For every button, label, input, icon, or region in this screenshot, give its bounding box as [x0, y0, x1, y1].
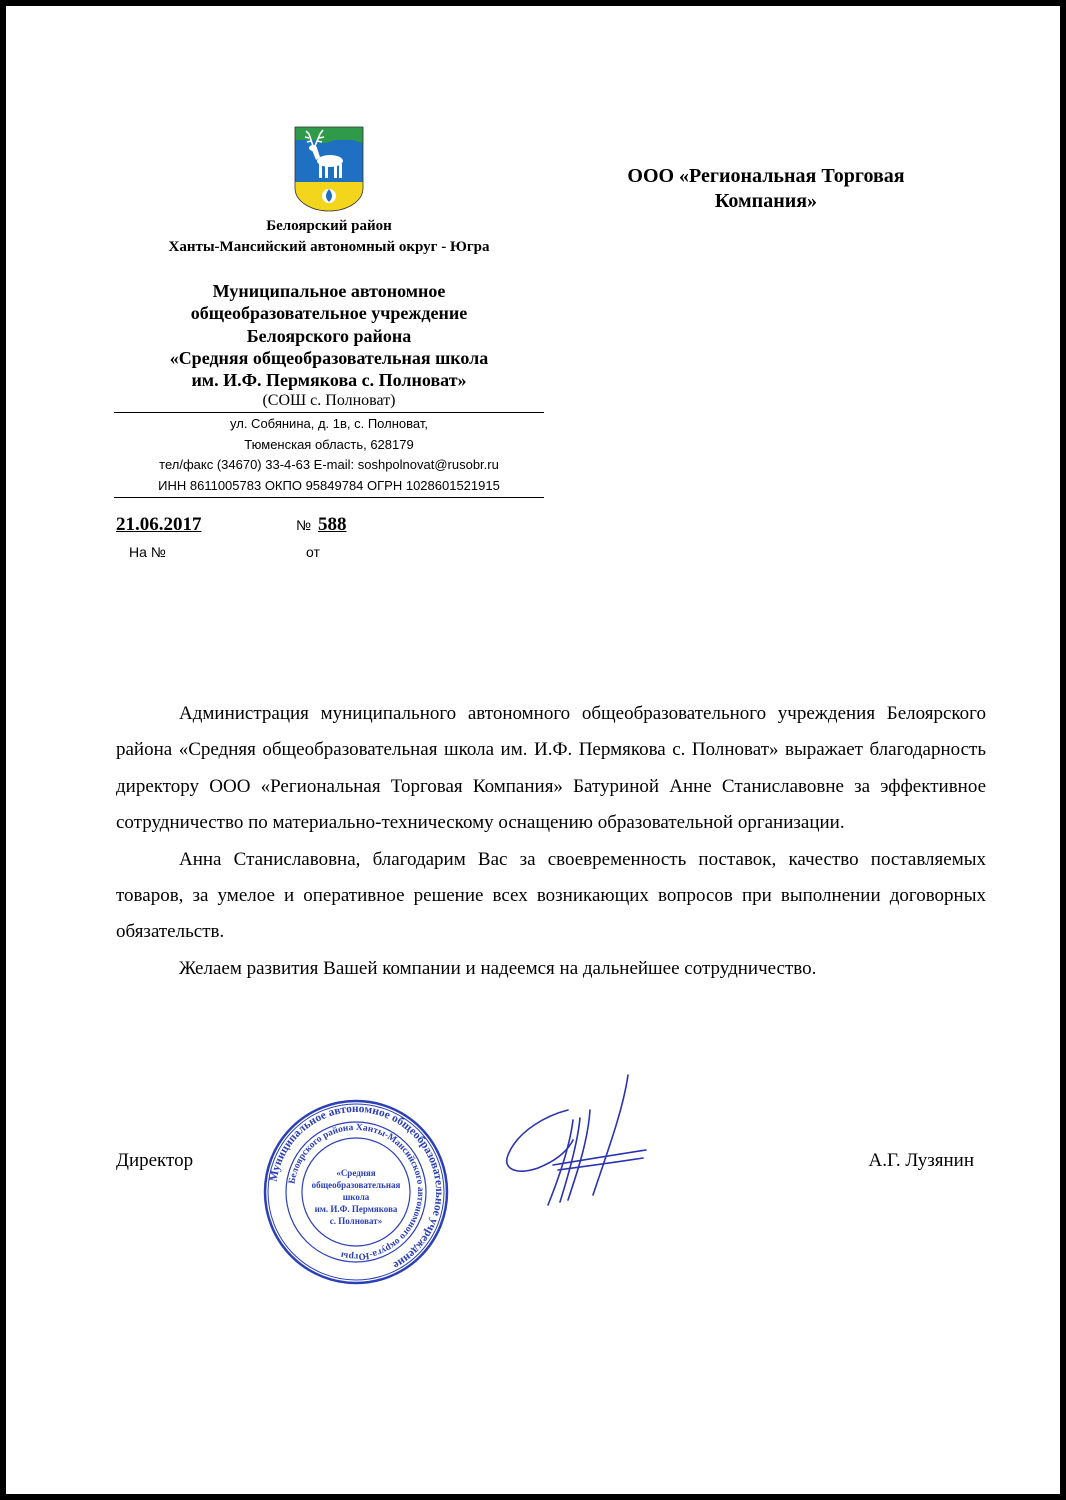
signatory-title: Директор	[116, 1150, 194, 1171]
addressee	[606, 164, 926, 214]
addressee-line: Компания»	[714, 190, 818, 212]
org-line: «Средняя общеобразовательная школа	[169, 347, 489, 368]
stamp-center-line: с. Полноват»	[329, 1216, 383, 1226]
body-paragraph: Администрация муниципального автономного общеобразовательного учреждения Белоярского района «Средняя общеобразовательная школа им. И.Ф. Пермякова с. Полноват» выражает благодарность директору ООО «Региональная Торговая Компания» Батуриной Анне Станиславовне за эффективное сотрудничество по материально-техническому оснащению образовательной организации.	[116, 703, 986, 834]
organization-abbreviation: (СОШ с. Полноват)	[262, 392, 396, 410]
coat-of-arms-emblem	[294, 126, 364, 212]
stamp-center-line: школа	[342, 1192, 370, 1202]
okrug-name: Ханты-Мансийский автономный округ - Югра	[168, 239, 490, 255]
letter-body	[116, 696, 986, 987]
stamp-center-line: «Средняя	[336, 1168, 376, 1178]
stamp-outer-text: Муниципальное автономное общеобразовательное учреждение	[267, 1102, 446, 1272]
stamp-center-line: общеобразовательная	[311, 1180, 401, 1190]
handwritten-signature	[498, 1070, 648, 1210]
stamp-center-line: им. И.Ф. Пермякова	[314, 1204, 398, 1214]
letterhead-block	[114, 216, 544, 498]
org-line: общеобразовательное учреждение	[190, 303, 468, 324]
from-label: от	[306, 544, 320, 560]
body-paragraph: Анна Станиславовна, благодарим Вас за своевременность поставок, качество поставляемых товаров, за умелое и оперативное решение всех возникающих вопросов при выполнении договорных обязательств.	[116, 848, 986, 943]
phone-email-line: тел/факс (34670) 33-4-63 E-mail: soshpolnovat@rusobr.ru	[159, 457, 499, 473]
signatory-name: А.Г. Лузянин	[868, 1150, 974, 1171]
address-line: Тюменская область, 628179	[244, 436, 414, 452]
reference-label: На №	[129, 544, 166, 560]
org-line: им. И.Ф. Пермякова с. Полноват»	[191, 370, 467, 391]
addressee-line: ООО «Региональная Торговая	[627, 165, 905, 187]
letter-date: 21.06.2017	[116, 514, 202, 535]
org-line: Муниципальное автономное	[212, 281, 446, 301]
divider-line	[114, 412, 544, 413]
body-paragraph: Желаем развития Вашей компании и надеемся на дальнейшее сотрудничество.	[179, 957, 817, 979]
letter-number: 588	[318, 514, 347, 535]
official-stamp	[262, 1098, 450, 1286]
number-label: №	[296, 517, 312, 533]
organization-contacts	[114, 414, 544, 496]
organization-name	[114, 280, 544, 391]
registry-codes-line: ИНН 8611005783 ОКПО 95849784 ОГРН 1028601521915	[158, 477, 500, 493]
org-line: Белоярского района	[246, 325, 412, 346]
divider-line	[114, 497, 544, 498]
stamp-inner-text: Белоярского района Ханты-Мансийского автономного округа-Югры	[287, 1122, 426, 1262]
district-name: Белоярский район	[266, 218, 392, 234]
address-line: ул. Собянина, д. 1в, с. Полноват,	[230, 416, 428, 432]
